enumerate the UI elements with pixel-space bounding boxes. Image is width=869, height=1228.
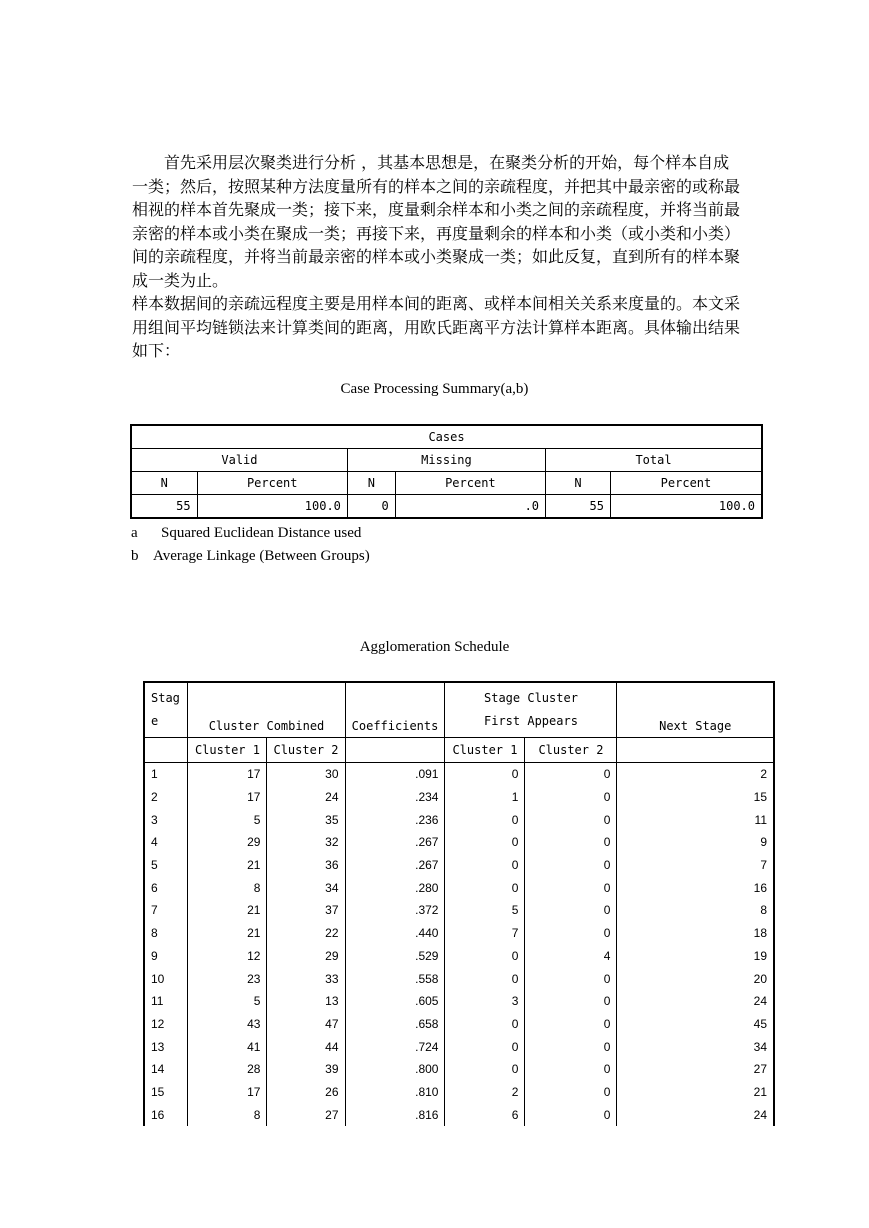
- next-stage-cell: 27: [617, 1058, 774, 1081]
- stage-cell: 1: [144, 763, 188, 786]
- group-valid: Valid: [131, 449, 347, 472]
- agg-header-row-2: [144, 738, 774, 763]
- agglomeration-title: Agglomeration Schedule: [359, 639, 510, 655]
- next-stage-cell: 21: [617, 1081, 774, 1104]
- cases-header: Cases: [131, 425, 762, 449]
- cluster1-cell: 5: [188, 990, 267, 1013]
- next-stage-header: Next Stage: [617, 682, 774, 738]
- stage-cell: 9: [144, 945, 188, 968]
- case-summary-title: Case Processing Summary(a,b): [340, 381, 529, 397]
- values-row: [131, 495, 762, 519]
- first-cluster2-cell: 0: [525, 876, 617, 899]
- coefficient-cell: .440: [345, 922, 445, 945]
- next-stage-cell: 9: [617, 831, 774, 854]
- coefficient-cell: .800: [345, 1058, 445, 1081]
- cluster1-cell: 28: [188, 1058, 267, 1081]
- footnote-text: Squared Euclidean Distance used: [161, 525, 362, 541]
- stage-first-appears-header: Stage Cluster First Appears: [445, 682, 617, 738]
- cluster2-cell: 47: [267, 1013, 345, 1036]
- value-cell: 55: [546, 495, 611, 519]
- cluster2-header: Cluster 2: [267, 738, 345, 763]
- table-row: [144, 876, 774, 899]
- agg-header-row-1: [144, 682, 774, 738]
- cluster1-cell: 17: [188, 763, 267, 786]
- cluster1-cell: 29: [188, 831, 267, 854]
- next-stage-cell: 34: [617, 1035, 774, 1058]
- stage-cell: 15: [144, 1081, 188, 1104]
- stage-cell: 2: [144, 786, 188, 809]
- blank-header: [345, 738, 445, 763]
- table-row: [144, 990, 774, 1013]
- intro-paragraph-2: 样本数据间的亲疏远程度主要是用样本间的距离、或样本间相关关系来度量的。本文采用组间平均链锁法来计算类间的距离，用欧氏距离平方法计算样本距离。具体输出结果如下：: [132, 294, 741, 360]
- table-row: [144, 967, 774, 990]
- first-cluster1-cell: 0: [445, 808, 525, 831]
- cluster1-cell: 41: [188, 1035, 267, 1058]
- stage-header: Stag e: [144, 682, 188, 738]
- cluster2-cell: 33: [267, 967, 345, 990]
- first-cluster1-cell: 2: [445, 1081, 525, 1104]
- sub-header: Percent: [610, 472, 762, 495]
- cluster1-cell: 8: [188, 1103, 267, 1126]
- coefficient-cell: .234: [345, 786, 445, 809]
- first-cluster1-cell: 6: [445, 1103, 525, 1126]
- sub-header: N: [347, 472, 395, 495]
- coefficient-cell: .091: [345, 763, 445, 786]
- coefficient-cell: .372: [345, 899, 445, 922]
- coefficient-cell: .658: [345, 1013, 445, 1036]
- next-stage-cell: 15: [617, 786, 774, 809]
- sub-header-row: [131, 472, 762, 495]
- table-row: [144, 1058, 774, 1081]
- value-cell: 0: [347, 495, 395, 519]
- value-cell: 100.0: [610, 495, 762, 519]
- next-stage-cell: 45: [617, 1013, 774, 1036]
- table-row: [144, 1103, 774, 1126]
- table-row: [144, 899, 774, 922]
- table-row: [144, 854, 774, 877]
- cluster1-cell: 21: [188, 854, 267, 877]
- sub-header: Percent: [395, 472, 545, 495]
- cluster2-cell: 44: [267, 1035, 345, 1058]
- cluster2-cell: 34: [267, 876, 345, 899]
- stage-cell: 10: [144, 967, 188, 990]
- cluster1-cell: 8: [188, 876, 267, 899]
- first-cluster2-cell: 4: [525, 945, 617, 968]
- group-header-row: [131, 449, 762, 472]
- next-stage-cell: 24: [617, 990, 774, 1013]
- cluster1-cell: 17: [188, 1081, 267, 1104]
- footnote-label: b: [131, 548, 139, 564]
- first-cluster2-cell: 0: [525, 1035, 617, 1058]
- sub-header: Percent: [197, 472, 347, 495]
- first-cluster1-cell: 0: [445, 831, 525, 854]
- next-stage-cell: 19: [617, 945, 774, 968]
- first-cluster2-cell: 0: [525, 831, 617, 854]
- cluster2-cell: 30: [267, 763, 345, 786]
- stage-cell: 8: [144, 922, 188, 945]
- cluster1-header: Cluster 1: [188, 738, 267, 763]
- coefficient-cell: .280: [345, 876, 445, 899]
- cluster2-cell: 37: [267, 899, 345, 922]
- stage-cell: 6: [144, 876, 188, 899]
- table-row: [144, 786, 774, 809]
- first-cluster1-cell: 1: [445, 786, 525, 809]
- value-cell: .0: [395, 495, 545, 519]
- cluster-combined-header: Cluster Combined: [188, 682, 345, 738]
- stage-cell: 5: [144, 854, 188, 877]
- cases-header-row: [131, 425, 762, 449]
- coefficient-cell: .810: [345, 1081, 445, 1104]
- cluster2-cell: 32: [267, 831, 345, 854]
- table-row: [144, 831, 774, 854]
- first-cluster1-cell: 7: [445, 922, 525, 945]
- first-cluster2-header: Cluster 2: [525, 738, 617, 763]
- cluster1-cell: 12: [188, 945, 267, 968]
- case-processing-summary-table: [130, 424, 763, 519]
- stage-cell: 11: [144, 990, 188, 1013]
- value-cell: 100.0: [197, 495, 347, 519]
- cluster2-cell: 36: [267, 854, 345, 877]
- value-cell: 55: [131, 495, 197, 519]
- first-cluster2-cell: 0: [525, 967, 617, 990]
- footnote-b: [131, 548, 370, 565]
- cluster2-cell: 13: [267, 990, 345, 1013]
- agglomeration-schedule-table: [143, 681, 775, 1126]
- group-missing: Missing: [347, 449, 545, 472]
- coefficient-cell: .558: [345, 967, 445, 990]
- stage-cell: 7: [144, 899, 188, 922]
- footnote-a: [131, 525, 361, 542]
- coefficient-cell: .529: [345, 945, 445, 968]
- cluster1-cell: 23: [188, 967, 267, 990]
- first-cluster2-cell: 0: [525, 808, 617, 831]
- stage-cell: 3: [144, 808, 188, 831]
- blank-header: [617, 738, 774, 763]
- table-row: [144, 1081, 774, 1104]
- next-stage-cell: 16: [617, 876, 774, 899]
- first-cluster1-cell: 0: [445, 967, 525, 990]
- first-cluster1-cell: 0: [445, 1058, 525, 1081]
- cluster2-cell: 27: [267, 1103, 345, 1126]
- first-cluster2-cell: 0: [525, 786, 617, 809]
- blank-header: [144, 738, 188, 763]
- first-cluster2-cell: 0: [525, 1013, 617, 1036]
- table-row: [144, 808, 774, 831]
- cluster1-cell: 21: [188, 922, 267, 945]
- table-row: [144, 922, 774, 945]
- cluster1-cell: 5: [188, 808, 267, 831]
- first-cluster2-cell: 0: [525, 1081, 617, 1104]
- first-cluster2-cell: 0: [525, 1058, 617, 1081]
- first-cluster1-cell: 0: [445, 854, 525, 877]
- first-cluster1-cell: 0: [445, 763, 525, 786]
- first-cluster2-cell: 0: [525, 763, 617, 786]
- coefficient-cell: .605: [345, 990, 445, 1013]
- stage-cell: 12: [144, 1013, 188, 1036]
- cluster2-cell: 22: [267, 922, 345, 945]
- first-cluster1-header: Cluster 1: [445, 738, 525, 763]
- cluster2-cell: 26: [267, 1081, 345, 1104]
- first-cluster2-cell: 0: [525, 922, 617, 945]
- footnote-text: Average Linkage (Between Groups): [153, 548, 370, 564]
- cluster2-cell: 24: [267, 786, 345, 809]
- cluster1-cell: 21: [188, 899, 267, 922]
- next-stage-cell: 18: [617, 922, 774, 945]
- stage-cell: 13: [144, 1035, 188, 1058]
- cluster2-cell: 29: [267, 945, 345, 968]
- first-cluster1-cell: 0: [445, 876, 525, 899]
- group-total: Total: [546, 449, 762, 472]
- first-cluster2-cell: 0: [525, 990, 617, 1013]
- footnote-label: a: [131, 525, 138, 541]
- table-row: [144, 945, 774, 968]
- first-cluster1-cell: 5: [445, 899, 525, 922]
- cluster1-cell: 43: [188, 1013, 267, 1036]
- sub-header: N: [546, 472, 611, 495]
- next-stage-cell: 24: [617, 1103, 774, 1126]
- first-cluster2-cell: 0: [525, 854, 617, 877]
- coefficient-cell: .724: [345, 1035, 445, 1058]
- first-cluster2-cell: 0: [525, 1103, 617, 1126]
- coefficient-cell: .236: [345, 808, 445, 831]
- coefficient-cell: .267: [345, 854, 445, 877]
- cluster2-cell: 35: [267, 808, 345, 831]
- first-cluster1-cell: 0: [445, 945, 525, 968]
- table-row: [144, 763, 774, 786]
- cluster2-cell: 39: [267, 1058, 345, 1081]
- next-stage-cell: 11: [617, 808, 774, 831]
- table-row: [144, 1035, 774, 1058]
- agglomeration-body: [144, 763, 774, 1127]
- cluster1-cell: 17: [188, 786, 267, 809]
- next-stage-cell: 7: [617, 854, 774, 877]
- table-row: [144, 1013, 774, 1036]
- first-cluster2-cell: 0: [525, 899, 617, 922]
- first-cluster1-cell: 0: [445, 1035, 525, 1058]
- coefficient-cell: .267: [345, 831, 445, 854]
- next-stage-cell: 20: [617, 967, 774, 990]
- stage-cell: 14: [144, 1058, 188, 1081]
- first-cluster1-cell: 3: [445, 990, 525, 1013]
- stage-cell: 16: [144, 1103, 188, 1126]
- stage-cell: 4: [144, 831, 188, 854]
- first-cluster1-cell: 0: [445, 1013, 525, 1036]
- next-stage-cell: 8: [617, 899, 774, 922]
- coefficient-cell: .816: [345, 1103, 445, 1126]
- next-stage-cell: 2: [617, 763, 774, 786]
- coefficients-header: Coefficients: [345, 682, 445, 738]
- sub-header: N: [131, 472, 197, 495]
- intro-paragraph-1: 首先采用层次聚类进行分析 ，其基本思想是，在聚类分析的开始，每个样本自成一类；然后，按照某种方法度量所有的样本之间的亲疏程度，并把其中最亲密的或称最相视的样本首先聚成一类；接下来，度量剩余样本和小类之间的亲疏程度，并将当前最亲密的样本或小类在聚成一类；再接下来，再度量剩余的样本和小类（或小类和小类）间的亲疏程度，并将当前最亲密的样本或小类聚成一类；如此反复，直到所有的样本聚成一类为止。: [132, 153, 741, 290]
